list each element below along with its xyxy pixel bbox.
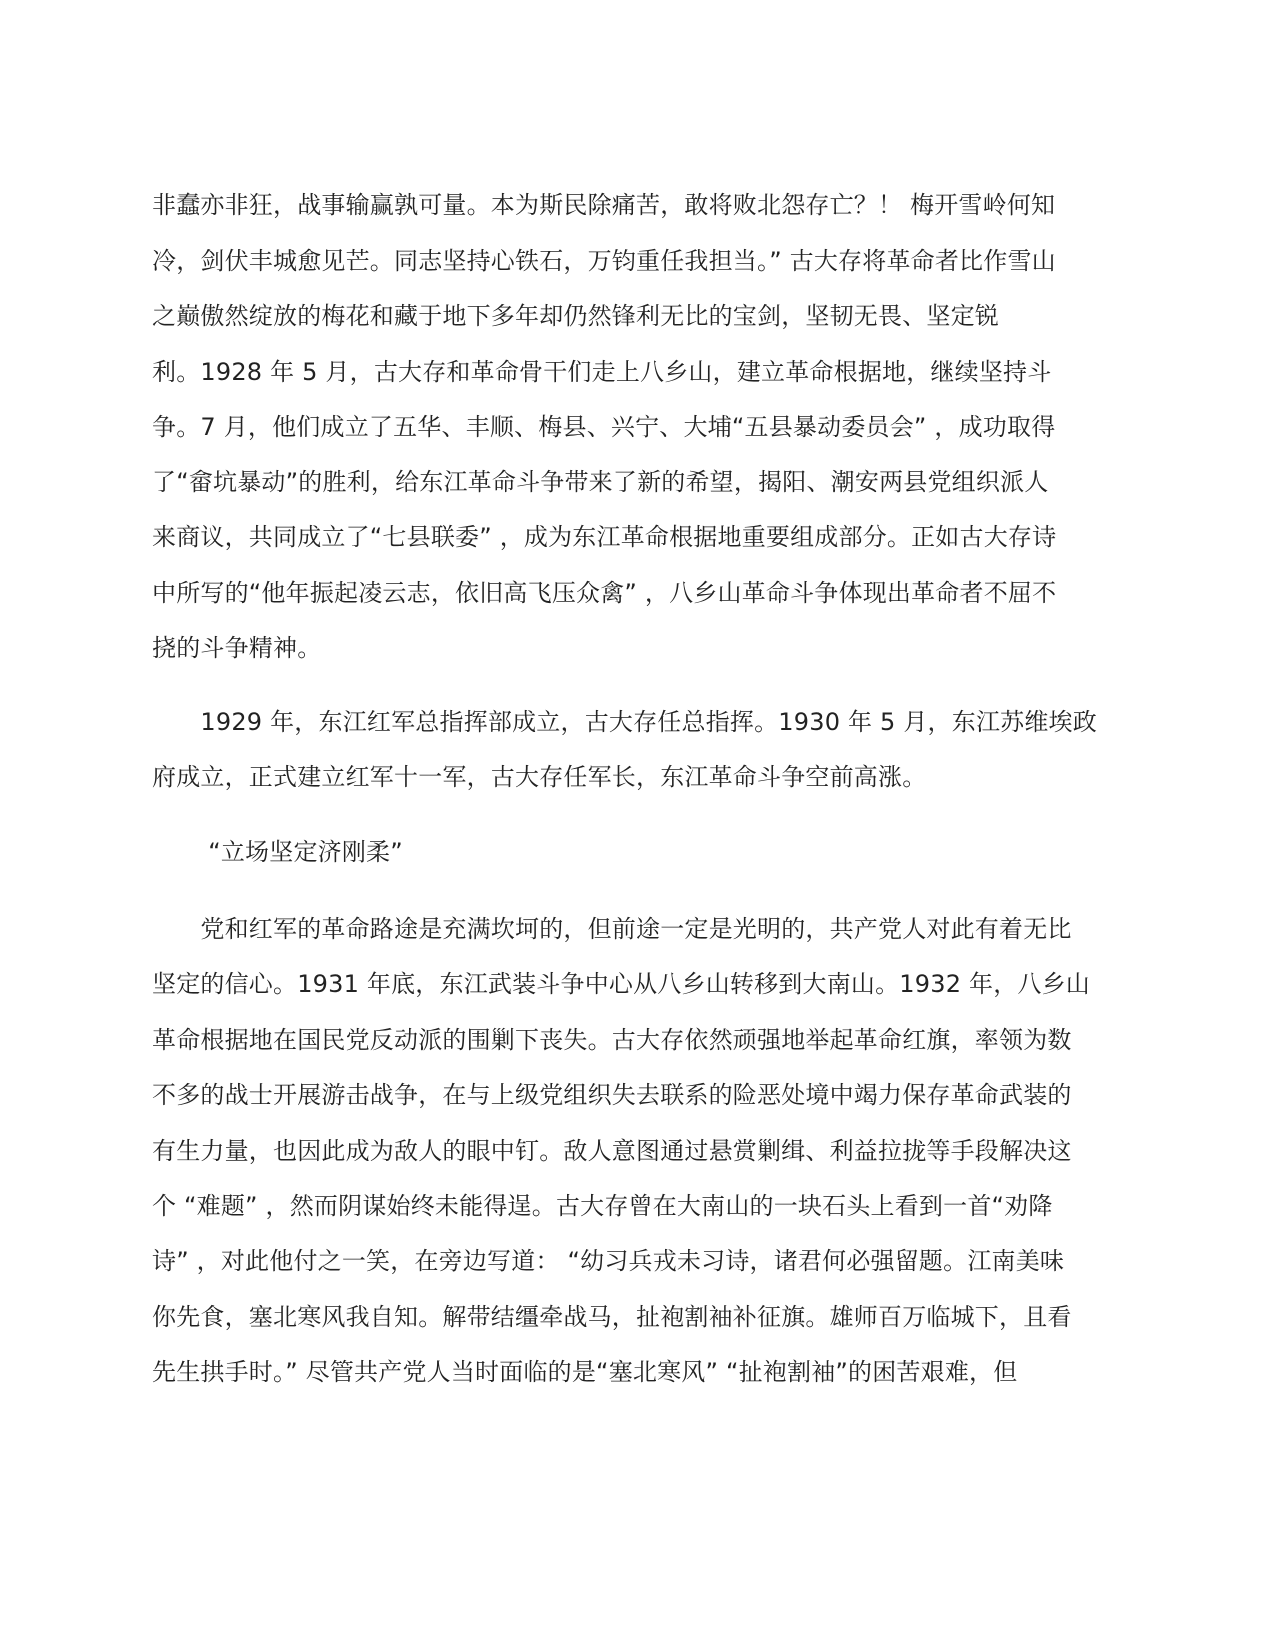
text-line: 了“畲坑暴动”的胜利，给东江革命斗争带来了新的希望，揭阳、潮安两县党组织派人 xyxy=(152,468,1049,496)
text-line: 你先食，塞北寒风我自知。解带结缰牵战马，扯袍割袖补征旗。雄师百万临城下，且看 xyxy=(152,1303,1072,1331)
text-line: 个 “难题” ，然而阴谋始终未能得逞。古大存曾在大南山的一块石头上看到一首“劝降 xyxy=(152,1192,1053,1220)
text-line: 坚定的信心。1931 年底，东江武装斗争中心从八乡山转移到大南山。1932 年，八乡山 xyxy=(152,970,1091,998)
text-line: 党和红军的革命路途是充满坎坷的，但前途一定是光明的，共产党人对此有着无比 xyxy=(152,915,1072,943)
text-line: 有生力量，也因此成为敌人的眼中钉。敌人意图通过悬赏剿缉、利益拉拢等手段解决这 xyxy=(152,1137,1072,1165)
section-heading: “立场坚定济刚柔” xyxy=(152,838,403,866)
text-line: 中所写的“他年振起凌云志，依旧高飞压众禽” ，八乡山革命斗争体现出革命者不屈不 xyxy=(152,579,1057,607)
text-line: 诗” ，对此他付之一笑，在旁边写道： “幼习兵戎未习诗，诸君何必强留题。江南美味 xyxy=(152,1247,1065,1275)
text-line: 挠的斗争精神。 xyxy=(152,634,322,662)
text-line: 革命根据地在国民党反动派的围剿下丧失。古大存依然顽强地举起革命红旗，率领为数 xyxy=(152,1026,1072,1054)
text-line: 之巅傲然绽放的梅花和藏于地下多年却仍然锋利无比的宝剑，坚韧无畏、坚定锐 xyxy=(152,302,999,330)
text-line: 冷，剑伏丰城愈见芒。同志坚持心铁石，万钧重任我担当。” 古大存将革命者比作雪山 xyxy=(152,247,1056,275)
text-line: 1929 年，东江红军总指挥部成立，古大存任总指挥。1930 年 5 月，东江苏维埃政 xyxy=(152,708,1097,736)
text-line: 府成立，正式建立红军十一军，古大存任军长，东江革命斗争空前高涨。 xyxy=(152,763,927,791)
text-line: 不多的战士开展游击战争，在与上级党组织失去联系的险恶处境中竭力保存革命武装的 xyxy=(152,1081,1072,1109)
text-line: 利。1928 年 5 月，古大存和革命骨干们走上八乡山，建立革命根据地，继续坚持斗 xyxy=(152,358,1052,386)
text-line: 非蠢亦非狂，战事输赢孰可量。本为斯民除痛苦，敢将败北怨存亡？！ 梅开雪岭何知 xyxy=(152,191,1056,219)
text-line: 争。7 月，他们成立了五华、丰顺、梅县、兴宁、大埔“五县暴动委员会” ，成功取得 xyxy=(152,413,1056,441)
text-line: 先生拱手时。” 尽管共产党人当时面临的是“塞北寒风” “扯袍割袖”的困苦艰难，但 xyxy=(152,1358,1018,1386)
text-line: 来商议，共同成立了“七县联委” ，成为东江革命根据地重要组成部分。正如古大存诗 xyxy=(152,523,1057,551)
